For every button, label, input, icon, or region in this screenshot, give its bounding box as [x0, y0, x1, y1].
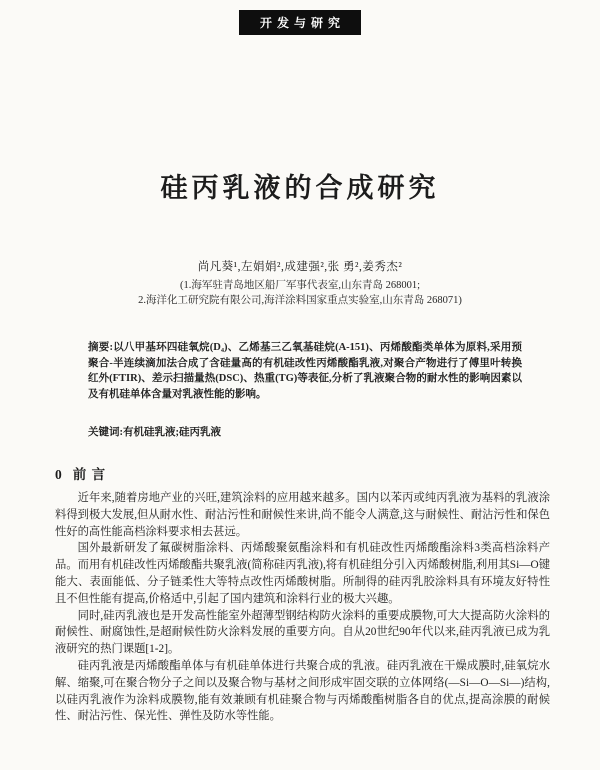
- keywords-line: [88, 424, 522, 439]
- affiliation-line-2: 2.海洋化工研究院有限公司,海洋涂料国家重点实验室,山东青岛 268071): [138, 295, 462, 306]
- abstract-text: 以八甲基环四硅氧烷(D₄)、乙烯基三乙氧基硅烷(A-151)、丙烯酸酯类单体为原料,采用预聚合-半连续滴加法合成了含硅量高的有机硅改性丙烯酸酯乳液,对聚合产物进行了傅里叶转换红外(FTIR)、差示扫描量热(DSC)、热重(TG)等表征,分析了乳液聚合物的耐水性的影响因素以及有机硅单体含量对乳液性能的影响。: [88, 342, 523, 400]
- section-title: 前 言: [72, 467, 107, 482]
- authors-line: 尚凡葵¹,左娟娟²,成建强²,张 勇²,姜秀杰²: [197, 261, 403, 273]
- body-paragraph: 近年来,随着房地产业的兴旺,建筑涂料的应用越来越多。国内以苯丙或纯丙乳液为基料的乳液涂料得到极大发展,但从耐水性、耐沾污性和耐候性来讲,尚不能令人满意,这与耐候性、耐沾污性和保色性好的高性能高档涂料要求相去甚远。: [55, 492, 550, 538]
- abstract-block: [88, 340, 522, 402]
- paper-title: 硅丙乳液的合成研究: [160, 173, 440, 203]
- body-paragraph: 同时,硅丙乳液也是开发高性能室外超薄型钢结构防火涂料的重要成膜物,可大大提高防火涂料的耐候性、耐腐蚀性,是超耐候性防火涂料发展的重要方向。自从20世纪90年代以来,硅丙乳液已成为乳液研究的热门课题[1-2]。: [55, 609, 550, 656]
- keywords-label: 关键词:: [88, 427, 123, 438]
- section-number: 0: [55, 467, 63, 482]
- section-heading: [55, 463, 106, 483]
- body-paragraph: 国外最新研发了氟碳树脂涂料、丙烯酸聚氨酯涂料和有机硅改性丙烯酸酯涂料3类高档涂料产品。而用有机硅改性丙烯酸酯共聚乳液(简称硅丙乳液),将有机硅组分引入丙烯酸树脂,利用其Si—O键能大、表面能低、分子链柔性大等特点改性丙烯酸树脂。所制得的硅丙乳胶涂料具有环境友好特性且不但性能有提高,价格适中,引起了国内建筑和涂料行业的极大兴趣。: [55, 542, 550, 605]
- column-header-badge: [239, 10, 361, 35]
- introduction-body: [55, 490, 550, 762]
- abstract-label: 摘要:: [88, 342, 113, 353]
- body-paragraph: 硅丙乳液是丙烯酸酯单体与有机硅单体进行共聚合成的乳液。硅丙乳液在干燥成膜时,硅氧烷水解、缩聚,可在聚合物分子之间以及聚合物与基材之间形成牢固交联的立体网络(—Si—O—Si—)结构,以硅丙乳液作为涂料成膜物,能有效兼顾有机硅聚合物与丙烯酸酯树脂各自的优点,提高涂膜的耐候性、耐沾污性、保光性、弹性及防水等性能。: [55, 659, 550, 723]
- affiliation-line-1: (1.海军驻青岛地区船厂军事代表室,山东青岛 268001;: [179, 280, 421, 291]
- keywords-text: 有机硅乳液;硅丙乳液: [123, 427, 221, 438]
- column-header-label: 开发与研究: [259, 16, 346, 30]
